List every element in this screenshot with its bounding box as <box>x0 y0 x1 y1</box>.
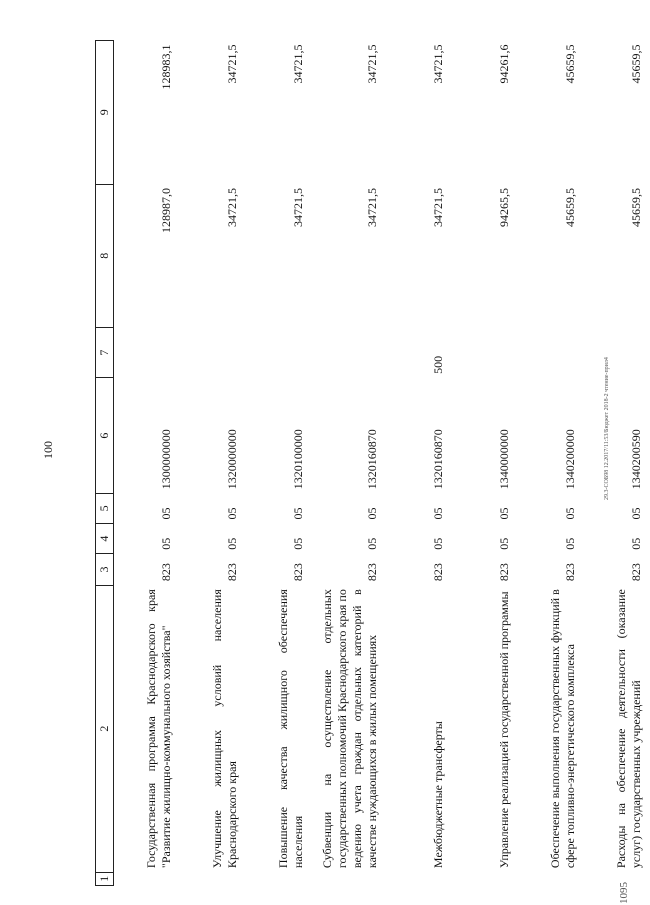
header-col-5: 5 <box>96 493 114 523</box>
row-subsection: 05 <box>291 507 305 520</box>
rotated-content <box>95 40 643 886</box>
table-row <box>386 41 452 886</box>
row-code: 823 <box>365 563 379 582</box>
row-amount-fact: 34721,5 <box>291 44 305 84</box>
row-amount-fact: 34721,5 <box>365 44 379 84</box>
header-col-8: 8 <box>96 184 114 327</box>
row-name: Субвенции на осуществление отдельных государственных полномочий Краснодарского края по ведению учета граждан отдельных категорий в качестве нуждающихся в жилых помещениях <box>320 589 379 869</box>
row-subsection: 05 <box>563 507 577 520</box>
table-row <box>584 41 650 886</box>
row-amount-fact: 34721,5 <box>431 44 445 84</box>
row-amount-fact: 45659,5 <box>563 44 577 84</box>
header-col-7: 7 <box>96 327 114 377</box>
row-amount-plan: 34721,5 <box>225 188 239 228</box>
header-col-2: 2 <box>96 585 114 872</box>
row-code: 823 <box>431 563 445 582</box>
row-name: Межбюджетные трансферты <box>431 721 445 869</box>
row-subsection: 05 <box>365 507 379 520</box>
row-section: 05 <box>291 537 305 550</box>
row-subsection: 05 <box>431 507 445 520</box>
header-col-6: 6 <box>96 378 114 493</box>
row-target-code: 1320160870 <box>365 429 379 490</box>
row-name: Управление реализацией государственной программы <box>497 591 511 869</box>
row-amount-fact: 128983,1 <box>159 44 173 90</box>
header-col-3: 3 <box>96 554 114 585</box>
row-code: 823 <box>225 563 239 582</box>
row-target-code: 1340200000 <box>563 429 577 490</box>
row-amount-plan: 94265,5 <box>497 188 511 228</box>
header-col-1: 1 <box>96 872 114 885</box>
row-amount-plan: 45659,5 <box>563 188 577 228</box>
row-expense-type <box>180 327 246 377</box>
row-subsection: 05 <box>629 507 643 520</box>
row-section: 05 <box>431 537 445 550</box>
row-expense-type <box>312 327 386 377</box>
row-subsection: 05 <box>225 507 239 520</box>
row-target-code: 1340000000 <box>497 429 511 490</box>
table-row <box>452 41 518 886</box>
table-row <box>312 41 386 886</box>
budget-table <box>95 40 650 886</box>
row-amount-fact: 94261,6 <box>497 44 511 84</box>
header-col-4: 4 <box>96 524 114 554</box>
row-expense-type <box>452 327 518 377</box>
row-section: 05 <box>365 537 379 550</box>
page-number: 100 <box>41 441 55 459</box>
footer-note: 29.3-СОБ98 12.2017/11:53/Бюджет 2018-2 чтение-прил4 <box>604 357 610 500</box>
row-amount-plan: 34721,5 <box>431 188 445 228</box>
row-target-code: 1320100000 <box>291 429 305 490</box>
row-expense-type <box>518 327 584 377</box>
row-amount-plan: 128987,0 <box>159 188 173 234</box>
table-row <box>246 41 312 886</box>
row-section: 05 <box>497 537 511 550</box>
row-code: 823 <box>497 563 511 582</box>
row-code: 823 <box>563 563 577 582</box>
table-header-row <box>96 41 114 886</box>
corner-number: 1095 <box>618 882 630 904</box>
row-amount-plan: 45659,5 <box>629 188 643 228</box>
row-subsection: 05 <box>497 507 511 520</box>
row-code: 823 <box>159 563 173 582</box>
row-code: 823 <box>291 563 305 582</box>
row-subsection: 05 <box>159 507 173 520</box>
row-expense-type: 500 <box>431 355 445 374</box>
table-row <box>180 41 246 886</box>
row-name: Улучшение жилищных условий населения Краснодарского края <box>210 589 239 869</box>
row-code: 823 <box>629 563 643 582</box>
row-name: Повышение качества жилищного обеспечения населения <box>276 589 305 869</box>
table-row <box>114 41 181 886</box>
row-target-code: 1340200590 <box>629 429 643 490</box>
row-amount-fact: 34721,5 <box>225 44 239 84</box>
row-section: 05 <box>629 537 643 550</box>
row-name: Расходы на обеспечение деятельности (оказание услуг) государственных учреждений <box>614 589 643 869</box>
row-name: Государственная программа Краснодарского края "Развитие жилищно-коммунального хозяйства" <box>144 589 173 869</box>
row-amount-plan: 34721,5 <box>365 188 379 228</box>
row-section: 05 <box>159 537 173 550</box>
row-section: 05 <box>225 537 239 550</box>
row-target-code: 1320000000 <box>225 429 239 490</box>
rotated-table-area <box>95 40 643 886</box>
row-expense-type <box>246 327 312 377</box>
row-section: 05 <box>563 537 577 550</box>
header-col-9: 9 <box>96 41 114 185</box>
row-name: Обеспечение выполнения государственных функций в сфере топливно-энергетического комплекса <box>548 589 577 869</box>
table-row <box>518 41 584 886</box>
row-target-code: 1320160870 <box>431 429 445 490</box>
row-target-code: 1300000000 <box>159 429 173 490</box>
row-expense-type <box>584 327 650 377</box>
row-amount-plan: 34721,5 <box>291 188 305 228</box>
row-amount-fact: 45659,5 <box>629 44 643 84</box>
row-expense-type <box>114 327 181 377</box>
